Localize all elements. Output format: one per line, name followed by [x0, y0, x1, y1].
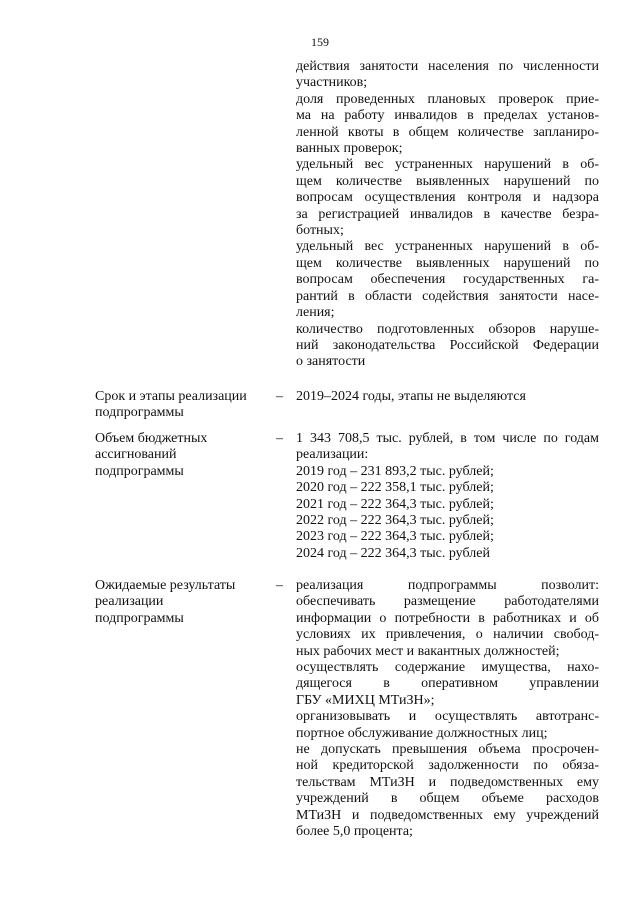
- indicators-continuation: [296, 59, 599, 371]
- budget-dash: –: [276, 431, 283, 446]
- text-line: дящегося в оперативном управлении: [296, 676, 599, 692]
- text-line: ления;: [296, 305, 335, 321]
- terms-label: Срок и этапы реализации подпрограммы: [95, 389, 247, 421]
- text-line: условиях их привлечения, о наличии свобод-: [296, 627, 599, 643]
- terms-dash: –: [276, 389, 283, 404]
- text-line: реализация подпрограммы позволит:: [296, 578, 599, 593]
- text-line: организовывать и осуществлять автотранс-: [296, 709, 599, 725]
- text-line: учреждений в общем объеме расходов: [296, 791, 599, 807]
- results-dash: –: [276, 578, 283, 593]
- text-line: 1 343 708,5 тыс. рублей, в том числе по годам: [296, 431, 599, 446]
- results-value: [296, 578, 599, 841]
- text-line: МТиЗН и подведомственных ему учреждений: [296, 807, 599, 823]
- text-line: тельствам МТиЗН и подведомственных ему: [296, 774, 599, 790]
- text-line: реализации:: [296, 447, 369, 463]
- budget-year-line: 2023 год – 222 364,3 тыс. рублей;: [296, 529, 494, 545]
- text-line: рантий в области содействия занятости насе-: [296, 288, 599, 304]
- text-line: вопросам осуществления контроля и надзора: [296, 190, 599, 206]
- text-line: участников;: [296, 75, 368, 91]
- text-line: щем количестве выявленных нарушений по: [296, 255, 599, 271]
- text-line: ма на работу инвалидов в пределах установ-: [296, 108, 599, 124]
- budget-label: Объем бюджетных ассигнований подпрограммы: [95, 431, 208, 479]
- text-line: щем количестве выявленных нарушений по: [296, 173, 599, 189]
- budget-year-line: 2024 год – 222 364,3 тыс. рублей: [296, 545, 490, 561]
- text-line: вопросам обеспечения государственных га-: [296, 272, 599, 288]
- text-line: ванных проверок;: [296, 141, 403, 157]
- budget-value: [296, 431, 599, 562]
- text-line: количество подготовленных обзоров наруше-: [296, 321, 599, 337]
- text-line: ных рабочих мест и вакантных должностей;: [296, 643, 560, 659]
- text-line: доля проведенных плановых проверок прие-: [296, 91, 599, 107]
- text-line: удельный вес устраненных нарушений в об-: [296, 239, 599, 255]
- text-line: ленной квоты в общем количестве запланиро-: [296, 124, 599, 140]
- text-line: не допускать превышения объема просрочен-: [296, 742, 599, 758]
- text-line: действия занятости населения по численности: [296, 59, 599, 74]
- text-line: ний законодательства Российской Федерации: [296, 337, 599, 353]
- text-line: 2019–2024 годы, этапы не выделяются: [296, 389, 526, 404]
- text-line: обеспечивать размещение работодателями: [296, 594, 599, 610]
- text-line: ботных;: [296, 223, 344, 239]
- budget-year-line: 2020 год – 222 358,1 тыс. рублей;: [296, 480, 494, 496]
- text-line: информации о потребности в работниках и об: [296, 610, 599, 626]
- terms-value: [296, 389, 599, 405]
- budget-year-line: 2019 год – 231 893,2 тыс. рублей;: [296, 463, 494, 479]
- text-line: осуществлять содержание имущества, нахо-: [296, 660, 599, 676]
- budget-year-line: 2021 год – 222 364,3 тыс. рублей;: [296, 496, 494, 512]
- text-line: удельный вес устраненных нарушений в об-: [296, 157, 599, 173]
- text-line: о занятости: [296, 354, 366, 370]
- page-number: 159: [311, 35, 329, 49]
- text-line: более 5,0 процента;: [296, 824, 413, 840]
- text-line: за регистрацией инвалидов в качестве безра-: [296, 206, 599, 222]
- text-line: портное обслуживание должностных лиц;: [296, 725, 548, 741]
- budget-year-line: 2022 год – 222 364,3 тыс. рублей;: [296, 513, 494, 529]
- text-line: ГБУ «МИХЦ МТиЗН»;: [296, 692, 435, 708]
- text-line: ной кредиторской задолженности по обяза-: [296, 758, 599, 774]
- results-label: Ожидаемые результаты реализации подпрограммы: [95, 578, 236, 626]
